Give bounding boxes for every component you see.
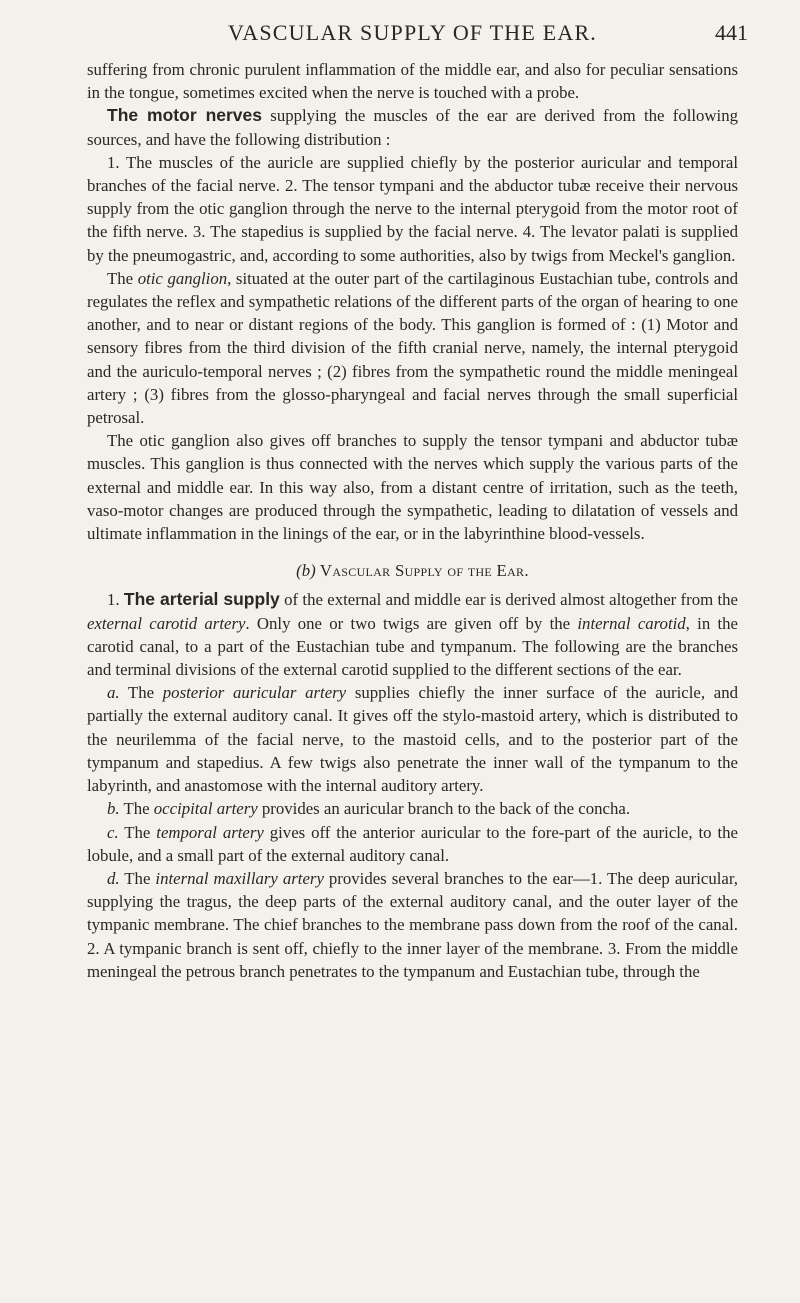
paragraph-occipital: b. The occipital artery provides an auricular branch to the back of the concha. — [107, 799, 631, 819]
paragraph-temporal: c. The temporal artery gives off the anterior auricular to the fore-part of the auricle, to the lobule, and a small part of the external auditory canal. — [87, 822, 738, 865]
section-title: Vascular Supply of the Ear. — [319, 561, 529, 581]
paragraph-continued: suffering from chronic purulent inflammation of the middle ear, and also for peculiar sensations in the tongue, sometimes excited when the nerve is touched with a probe. — [87, 60, 738, 103]
paragraph-otic-ganglion: The otic ganglion, situated at the outer part of the cartilaginous Eustachian tube, controls and regulates the reflex and sympathetic relations of the different parts of the organ of hearing to one another, and to near or distant regions of the body. This ganglion is formed of : (1) Motor and sensory fibres from the third division of the fifth cranial nerve, namely, the internal pterygoid and the auriculo-temporal nerves ; (2) fibres from the sympathetic round the middle meningeal artery ; (3) fibres from the glosso-pharyngeal and facial nerves through the small superficial petrosal. — [87, 268, 738, 428]
paragraph-motor-nerves: The motor nerves supplying the muscles of the ear are derived from the following sources, and have the following distribution : — [87, 105, 738, 149]
page-header — [87, 20, 748, 50]
paragraph-otic-branches: The otic ganglion also gives off branches to supply the tensor tympani and abductor tubæ muscles. This ganglion is thus connected with the nerves which supply the various parts of the external and middle ear. In this way also, from a distant centre of irritation, such as the teeth, vaso-motor changes are produced through the sympathetic, leading to dilatation of vessels and ultimate inflammation in the linings of the ear, or in the labyrinthine blood-vessels. — [87, 431, 738, 544]
paragraph-posterior-auricular: a. The posterior auricular artery supplies chiefly the inner surface of the auricle, and partially the external auditory canal. It gives off the stylo-mastoid artery, which is distributed to the neurilemma of the facial nerve, to the mastoid cells, and to the posterior part of the tympanum and stapedius. A few twigs also penetrate the inner wall of the tympanum to the labyrinth, and anastomose with the internal auditory artery. — [87, 683, 738, 796]
paragraph-internal-maxillary: d. The internal maxillary artery provides several branches to the ear—1. The deep auricular, supplying the tragus, the deep parts of the external auditory canal, and the outer layer of the tympanic membrane. The chief branches to the membrane pass down from the roof of the canal. 2. A tympanic branch is sent off, chiefly to the inner layer of the membrane. 3. From the middle meningeal the petrous branch penetrates to the tympanum and Eustachian tube, through the — [87, 868, 738, 981]
paragraph-arterial-supply: 1. The arterial supply of the external and middle ear is derived almost altogether from the external carotid artery. Only one or two twigs are given off by the internal carotid, in the carotid canal, to a part of the Eustachian tube and tympanum. The following are the branches and terminal divisions of the external carotid supplied to the different sections of the ear. — [87, 589, 739, 680]
paragraph-muscle-supply: 1. The muscles of the auricle are supplied chiefly by the posterior auricular and temporal branches of the facial nerve. 2. The tensor tympani and the abductor tubæ receive their nervous supply from the otic ganglion through the nerve to the internal pterygoid from the motor root of the fifth nerve. 3. The stapedius is supplied by the facial nerve. 4. The levator palati is supplied by the pneumogastric, and, according to some authorities, also by twigs from Meckel's ganglion. — [87, 152, 738, 265]
page-number: 441 — [715, 20, 748, 45]
lead-motor-nerves: The motor nerves — [107, 105, 263, 126]
section-heading — [87, 559, 738, 582]
running-head: VASCULAR SUPPLY OF THE EAR. — [227, 20, 598, 45]
term-otic-ganglion: otic ganglion — [137, 268, 228, 288]
body-text — [87, 58, 738, 983]
section-label: (b) — [296, 561, 316, 581]
lead-arterial-supply: The arterial supply — [123, 589, 280, 610]
